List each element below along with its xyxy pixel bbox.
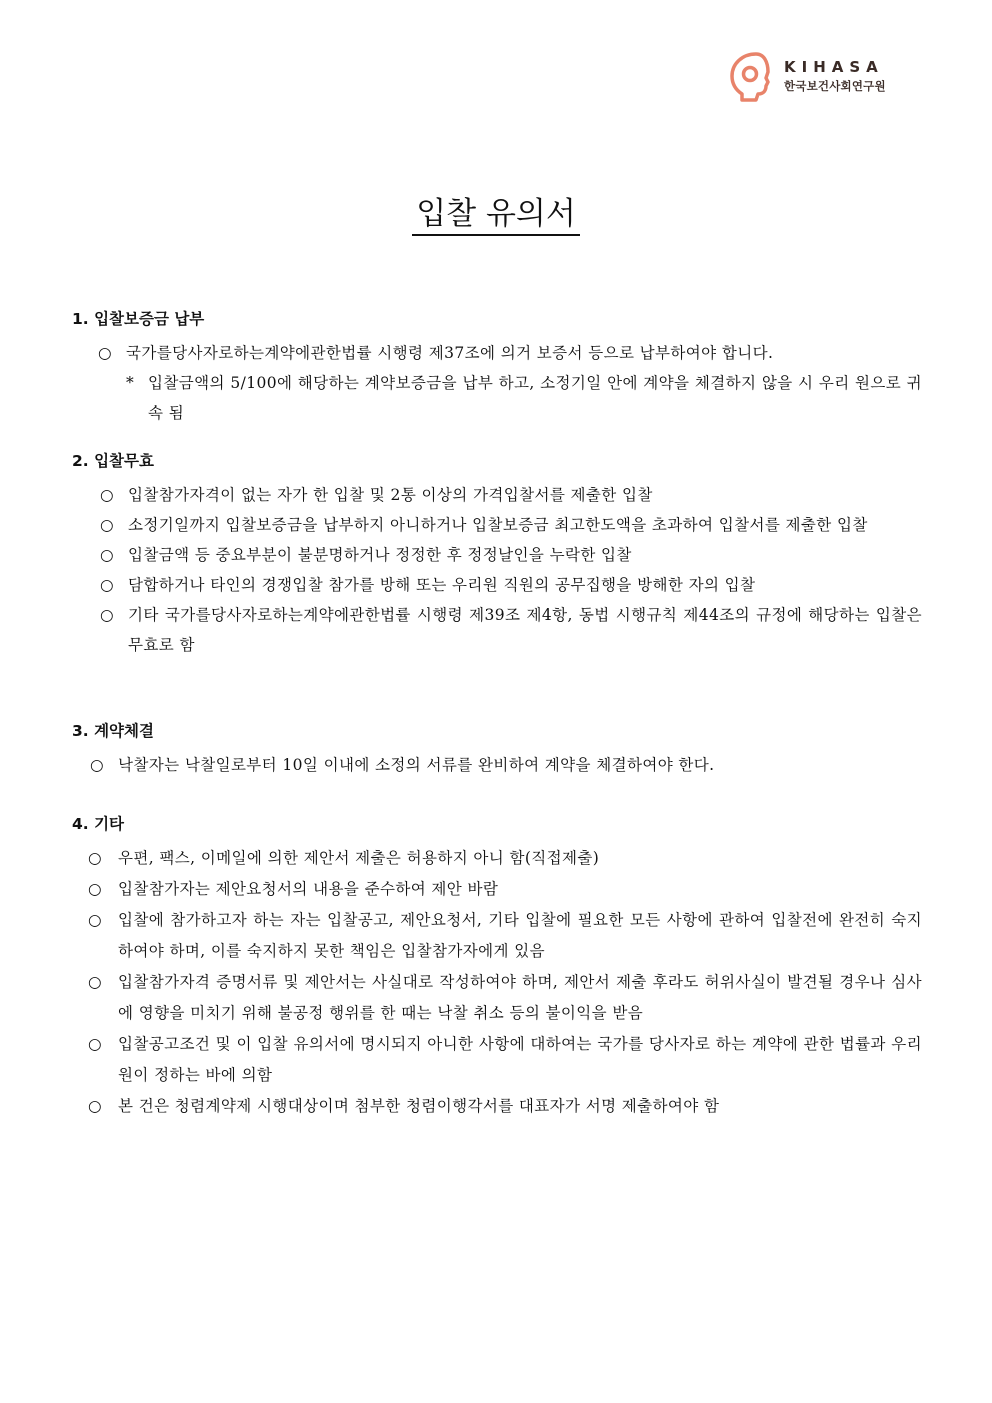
list-item-text: 우편, 팩스, 이메일에 의한 제안서 제출은 허용하지 아니 함(직접제출) <box>118 849 600 867</box>
note-text: 입찰금액의 5/100에 해당하는 계약보증금을 납부 하고, 소정기일 안에 계약을 체결하지 않을 시 우리 원으로 귀속 됨 <box>148 374 922 422</box>
list-item-text: 국가를당사자로하는계약에관한법률 시행령 제37조에 의거 보증서 등으로 납부하여야 합니다. <box>126 344 774 362</box>
list-item <box>72 540 922 570</box>
list-item-text: 소정기일까지 입찰보증금을 납부하지 아니하거나 입찰보증금 최고한도액을 초과하여 입찰서를 제출한 입찰 <box>128 516 868 534</box>
bullet-circle-icon: ○ <box>88 1035 102 1053</box>
section-heading: 1. 입찰보증금 납부 <box>72 310 205 328</box>
list-item <box>72 570 922 600</box>
page-title-text: 입찰 유의서 <box>412 196 580 236</box>
bullet-circle-icon: ○ <box>100 546 114 564</box>
kihasa-head-icon <box>726 50 778 102</box>
list-item-text: 기타 국가를당사자로하는계약에관한법률 시행령 제39조 제4항, 동법 시행규칙 제44조의 규정에 해당하는 입찰은 무효로 함 <box>128 606 922 654</box>
list-item <box>72 510 922 540</box>
bullet-circle-icon: ○ <box>88 973 102 991</box>
bullet-circle-icon: ○ <box>90 756 104 774</box>
list-item <box>72 750 922 780</box>
list-item <box>72 874 922 905</box>
list-item-text: 담합하거나 타인의 경쟁입찰 참가를 방해 또는 우리원 직원의 공무집행을 방해한 자의 입찰 <box>128 576 756 594</box>
list-item-text: 입찰공고조건 및 이 입찰 유의서에 명시되지 아니한 사항에 대하여는 국가를 당사자로 하는 계약에 관한 법률과 우리원이 정하는 바에 의함 <box>118 1035 922 1084</box>
bullet-circle-icon: ○ <box>98 344 112 362</box>
list-item <box>72 600 922 660</box>
section-heading: 3. 계약체결 <box>72 722 154 740</box>
list-item-text: 본 건은 청렴계약제 시행대상이며 첨부한 청렴이행각서를 대표자가 서명 제출하여야 함 <box>118 1097 720 1115</box>
list-item-text: 입찰참가자격이 없는 자가 한 입찰 및 2통 이상의 가격입찰서를 제출한 입찰 <box>128 486 653 504</box>
logo-name-ko: 한국보건사회연구원 <box>784 79 886 93</box>
section-other <box>72 813 922 1122</box>
section-contract <box>72 720 922 780</box>
bullet-circle-icon: ○ <box>100 606 114 624</box>
kihasa-logo <box>726 50 916 102</box>
bullet-circle-icon: ○ <box>100 576 114 594</box>
section-heading: 2. 입찰무효 <box>72 452 154 470</box>
logo-name-en: KIHASA <box>784 58 884 76</box>
list-item-text: 입찰금액 등 중요부분이 불분명하거나 정정한 후 정정날인을 누락한 입찰 <box>128 546 632 564</box>
note-item <box>72 368 922 428</box>
list-item <box>72 338 922 368</box>
list-item <box>72 905 922 967</box>
list-item-text: 낙찰자는 낙찰일로부터 10일 이내에 소정의 서류를 완비하여 계약을 체결하여야 한다. <box>118 756 715 774</box>
list-item-text: 입찰참가자격 증명서류 및 제안서는 사실대로 작성하여야 하며, 제안서 제출 후라도 허위사실이 발견될 경우나 심사에 영향을 미치기 위해 불공정 행위를 한 때는 낙찰 취소 등의 불이익을 받음 <box>118 973 922 1022</box>
list-item <box>72 480 922 510</box>
section-heading: 4. 기타 <box>72 815 125 833</box>
bullet-circle-icon: ○ <box>88 1097 102 1115</box>
page-title <box>0 192 992 236</box>
section-bid-deposit <box>72 308 922 428</box>
bullet-circle-icon: ○ <box>88 880 102 898</box>
list-item-text: 입찰에 참가하고자 하는 자는 입찰공고, 제안요청서, 기타 입찰에 필요한 모든 사항에 관하여 입찰전에 완전히 숙지하여야 하며, 이를 숙지하지 못한 책임은 입찰참가자에게 있음 <box>118 911 922 960</box>
list-item <box>72 1091 922 1122</box>
bullet-circle-icon: ○ <box>100 516 114 534</box>
section-bid-invalid <box>72 450 922 660</box>
list-item-text: 입찰참가자는 제안요청서의 내용을 준수하여 제안 바람 <box>118 880 499 898</box>
list-item <box>72 967 922 1029</box>
note-asterisk: * <box>126 374 135 392</box>
list-item <box>72 843 922 874</box>
bullet-circle-icon: ○ <box>100 486 114 504</box>
list-item <box>72 1029 922 1091</box>
bullet-circle-icon: ○ <box>88 911 102 929</box>
bullet-circle-icon: ○ <box>88 849 102 867</box>
